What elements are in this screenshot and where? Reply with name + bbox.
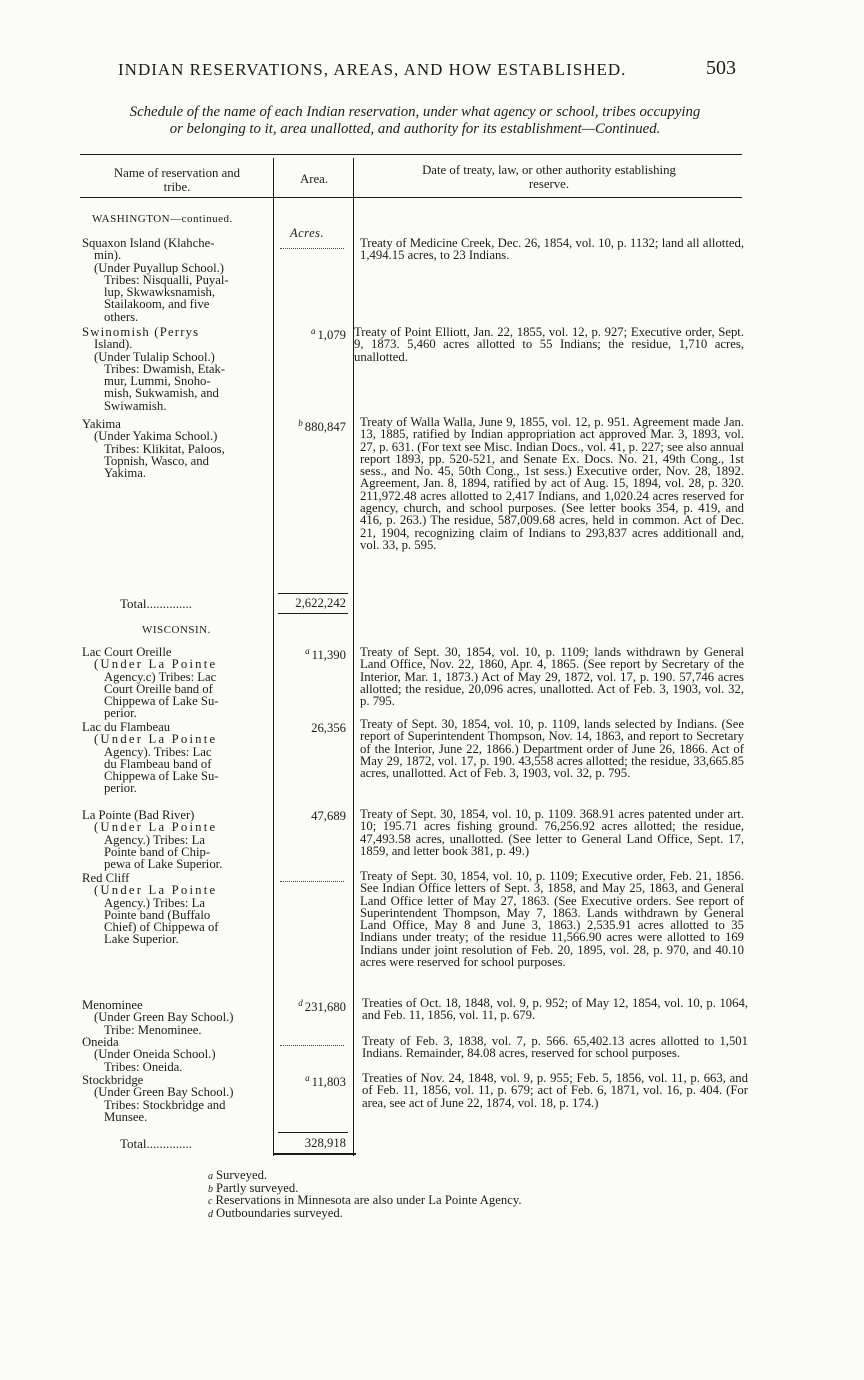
running-head-title: INDIAN RESERVATIONS, AREAS, AND HOW ESTABLISHED. bbox=[118, 60, 627, 79]
footnote-text: Partly surveyed. bbox=[216, 1180, 299, 1195]
row-tribes: Munsee. bbox=[104, 1109, 148, 1124]
header-bottom-rule bbox=[80, 197, 742, 198]
area-value: 47,689 bbox=[311, 809, 346, 823]
area-value: 11,803 bbox=[311, 1075, 346, 1090]
row-name-oneida bbox=[82, 1036, 272, 1073]
area-note-mark: a bbox=[305, 1073, 310, 1083]
row-tribes: Chippewa of Lake Su- bbox=[104, 694, 219, 709]
row-tribes: pewa of Lake Superior. bbox=[104, 857, 223, 872]
row-name-line: Squaxon Island (Klahche- bbox=[82, 236, 215, 250]
running-head bbox=[118, 57, 758, 86]
row-tribes: mish, Sukwamish, and bbox=[104, 386, 219, 401]
row-authority-menominee: Treaties of Oct. 18, 1848, vol. 9, p. 952; of May 12, 1854, vol. 10, p. 1064, and Feb. 11, 1856, vol. 11, p. 679. bbox=[362, 996, 748, 1023]
header-authority bbox=[356, 163, 742, 191]
row-name-stockbridge bbox=[82, 1074, 272, 1123]
footnote-mark: d bbox=[208, 1208, 213, 1220]
row-tribes: Topnish, Wasco, and bbox=[104, 453, 209, 468]
row-area-yakima bbox=[278, 418, 346, 435]
row-authority-lac-court-oreille: Treaty of Sept. 30, 1854, vol. 10, p. 1109; lands withdrawn by General Land Office, Nov. 22, 1860, Apr. 4, 1865. (See report by Secretary of the Interior, Mar. 1, 1873.) Act of May 29, 1872, vol. 17, p. 190. 57,746 acres allotted; the residue, 20,096 acres, unallotted. Act of Feb. 3, 1903, vol. 32, p. 795. bbox=[360, 645, 744, 709]
row-tribes: lup, Skwawksnamish, bbox=[104, 285, 216, 300]
total-label-washington bbox=[120, 596, 192, 612]
footnote-text: Reservations in Minnesota are also under La Pointe Agency. bbox=[215, 1193, 522, 1207]
row-tribes: Tribes: Klikitat, Paloos, bbox=[104, 441, 225, 456]
row-name-menominee bbox=[82, 999, 272, 1036]
area-value: 880,847 bbox=[304, 420, 346, 435]
row-name-line: Oneida bbox=[82, 1035, 119, 1049]
row-name-line: Stockbridge bbox=[82, 1073, 144, 1087]
total-wisconsin-top-rule bbox=[278, 1132, 348, 1133]
row-name-yakima bbox=[82, 418, 272, 479]
row-leader-dots bbox=[280, 1045, 344, 1046]
row-agency: (Under Puyallup School.) bbox=[94, 260, 225, 275]
row-tribes: du Flambeau band of bbox=[104, 756, 212, 771]
total-washington-top-rule bbox=[278, 593, 348, 594]
row-tribes: Yakima. bbox=[104, 466, 147, 481]
row-agency: Agency.c) Tribes: Lac bbox=[104, 669, 217, 684]
area-value: 231,680 bbox=[304, 1000, 346, 1015]
total-washington: 2,622,242 bbox=[295, 596, 346, 610]
area-units: Acres. bbox=[290, 226, 325, 240]
row-agency: (Under Green Bay School.) bbox=[94, 1010, 234, 1025]
row-tribes: Swiwamish. bbox=[104, 398, 167, 413]
row-leader-dots bbox=[280, 881, 344, 882]
total-wisconsin-bottom-rule bbox=[278, 1153, 356, 1155]
area-note-mark: d bbox=[298, 998, 303, 1008]
row-authority-red-cliff: Treaty of Sept. 30, 1854, vol. 10, p. 1109; Executive order, Feb. 21, 1856. See Indian Office letters of Sept. 3, 1858, and May 25, 1863, and General Land Office letter of May 27, 1863. (See Executive orders. See report of Superintendent Thompson, May 7, 1863. Lands withdrawn by General Land Office, May 8 and June 3, 1863.) 2,535.91 acres allotted to 35 Indians under treaty; of the residue 11,566.90 acres were allotted to 169 Indians under joint resolution of Feb. 20, 1895, vol. 28, p. 970, and 40.10 acres were reserved for school purposes. bbox=[360, 869, 744, 970]
total-washington-bottom-rule bbox=[278, 613, 348, 614]
row-tribes: Chippewa of Lake Su- bbox=[104, 769, 219, 784]
row-authority-lac-du-flambeau: Treaty of Sept. 30, 1854, vol. 10, p. 1109, lands selected by Indians. (See report of Superintendent Thompson, Nov. 14, 1863, and report to Secretary of the Interior, June 22, 1866.) Department order of June 26, 1866. Act of May 29, 1872, vol. 17, p. 190. 43,558 acres allotted; the residue, 33,665.85 acres, unallotted. Act of Feb. 3, 1903, vol. 32, p. 795. bbox=[360, 717, 744, 781]
row-agency: (Under Yakima School.) bbox=[94, 429, 218, 444]
row-area-swinomish bbox=[278, 326, 346, 343]
header-name bbox=[82, 166, 272, 194]
row-tribes: others. bbox=[104, 309, 139, 324]
row-authority-squaxon: Treaty of Medicine Creek, Dec. 26, 1854, vol. 10, p. 1132; land all allotted, 1,494.15 acres, to 23 Indians. bbox=[360, 236, 744, 263]
caption-line-2: or belonging to it, area unallotted, and authority for its establishment—Continued. bbox=[169, 121, 661, 137]
footnote-text: Surveyed. bbox=[216, 1168, 268, 1182]
row-tribes: Court Oreille band of bbox=[104, 681, 213, 696]
row-tribes: Tribe: Menominee. bbox=[104, 1022, 202, 1037]
row-tribes: perior. bbox=[104, 781, 137, 796]
row-name-lac-court-oreille bbox=[82, 646, 272, 720]
row-name-line: Lac du Flambeau bbox=[82, 720, 171, 734]
total-label-text: Total bbox=[120, 1136, 147, 1151]
row-name-red-cliff bbox=[82, 872, 272, 946]
row-agency: Agency.) Tribes: La bbox=[104, 895, 206, 910]
table-bottom-rule-left bbox=[273, 1153, 279, 1155]
row-tribes: perior. bbox=[104, 706, 137, 721]
area-note-mark: a bbox=[305, 646, 310, 656]
row-area-lac-du-flambeau bbox=[278, 721, 346, 736]
row-agency: (Under Green Bay School.) bbox=[94, 1085, 234, 1100]
row-area-la-pointe bbox=[278, 809, 346, 824]
table-top-rule bbox=[80, 154, 742, 155]
row-agency: Agency). Tribes: Lac bbox=[104, 744, 212, 759]
header-area-label: Area. bbox=[299, 172, 329, 186]
row-name-line: Yakima bbox=[82, 417, 121, 431]
caption-line-1: Schedule of the name of each Indian reservation, under what agency or school, tribes occupying bbox=[129, 104, 701, 120]
area-value: 11,390 bbox=[311, 648, 346, 663]
row-tribes: Lake Superior. bbox=[104, 932, 179, 947]
header-name-line-1: Name of reservation and bbox=[113, 166, 241, 180]
row-name-swinomish bbox=[82, 326, 272, 412]
row-name-line: min). bbox=[94, 248, 122, 263]
row-name-line: Swinomish (Perrys bbox=[82, 325, 200, 339]
row-tribes: Tribes: Dwamish, Etak- bbox=[104, 361, 226, 376]
row-tribes: Stailakoom, and five bbox=[104, 297, 210, 312]
header-authority-line-2: reserve. bbox=[528, 177, 570, 191]
footnote-text: Outboundaries surveyed. bbox=[216, 1205, 343, 1220]
row-authority-oneida: Treaty of Feb. 3, 1838, vol. 7, p. 566. 65,402.13 acres allotted to 1,501 Indians. Remainder, 84.08 acres, reserved for school purposes. bbox=[362, 1034, 748, 1061]
area-note-mark: a bbox=[310, 326, 316, 336]
state-label-wisconsin: WISCONSIN. bbox=[142, 624, 211, 636]
row-tribes: Pointe band (Buffalo bbox=[104, 907, 211, 922]
area-value: 26,356 bbox=[311, 721, 346, 735]
row-agency: (Under Tulalip School.) bbox=[94, 349, 215, 364]
row-authority-la-pointe: Treaty of Sept. 30, 1854, vol. 10, p. 1109. 368.91 acres patented under art. 10; 195.71 acres fishing ground. 76,256.92 acres allotted; the residue, 47,493.58 acres, unallotted. (See letter to General Land Office, Sept. 17, 1859, and letter book 381, p. 49.) bbox=[360, 807, 744, 858]
row-area-menominee bbox=[278, 998, 346, 1015]
total-label-text: Total bbox=[120, 596, 147, 611]
footnote-mark: c bbox=[208, 1196, 213, 1207]
row-name-line: Lac Court Oreille bbox=[82, 645, 172, 659]
area-note-mark: b bbox=[298, 418, 303, 428]
row-agency: (Under La Pointe bbox=[94, 732, 218, 747]
row-name-line: Red Cliff bbox=[82, 871, 130, 885]
row-agency: (Under La Pointe bbox=[94, 883, 218, 898]
page-number: 503 bbox=[706, 57, 736, 79]
row-leader-dots bbox=[280, 248, 344, 249]
footnote-mark: b bbox=[208, 1183, 213, 1195]
row-area-stockbridge bbox=[278, 1073, 346, 1090]
header-name-line-2: tribe. bbox=[163, 180, 191, 194]
column-divider-2 bbox=[353, 158, 354, 1156]
row-tribes: Pointe band of Chip- bbox=[104, 844, 211, 859]
row-authority-yakima: Treaty of Walla Walla, June 9, 1855, vol. 12, p. 951. Agreement made Jan. 13, 1885, ratified by Indian appropriation act approved Mar. 3, 1893, vol. 27, p. 631. (For text see Misc. Indian Docs., vol. 41, p. 227; see also annual report 1893, pp. 520-521, and Senate Ex. Docs. No. 21, 49th Cong., 1st sess., and No. 45, 50th Cong., 1st sess.) Executive order, Nov. 28, 1892. Agreement, Jan. 8, 1894, ratified by act of Aug. 15, 1894, vol. 28, p. 320. 211,972.48 acres allotted to 2,417 Indians, and 1,020.24 acres reserved for agency, church, and school purposes. (See letter books 354, p. 419, and 416, p. 263.) The residue, 587,009.68 acres, held in common. Act of Dec. 21, 1904, recognizing claim of Indians to 293,837 acres additionall and, vol. 33, p. 595. bbox=[360, 415, 744, 552]
row-authority-swinomish: Treaty of Point Elliott, Jan. 22, 1855, vol. 12, p. 927; Executive order, Sept. 9, 1873. 5,460 acres allotted to 55 Indians; the residue, 1,710 acres, unallotted. bbox=[354, 325, 744, 364]
state-label-washington: WASHINGTON—continued. bbox=[92, 213, 233, 225]
leader-dots: .............. bbox=[146, 1136, 193, 1151]
row-agency: (Under La Pointe bbox=[94, 820, 218, 835]
row-area-lac-court-oreille bbox=[278, 646, 346, 663]
row-name-line: Island). bbox=[94, 337, 133, 352]
row-authority-stockbridge: Treaties of Nov. 24, 1848, vol. 9, p. 955; Feb. 5, 1856, vol. 11, p. 663, and of Feb. 11, 1856, vol. 11, p. 679; act of Feb. 6, 1871, vol. 16, p. 404. (For area, see act of June 22, 1874, vol. 18, p. 174.) bbox=[362, 1071, 748, 1110]
footnote-mark: a bbox=[208, 1171, 213, 1182]
total-wisconsin: 328,918 bbox=[304, 1136, 346, 1150]
header-area bbox=[276, 172, 352, 186]
row-agency: (Under La Pointe bbox=[94, 657, 218, 672]
row-tribes: Chief) of Chippewa of bbox=[104, 920, 219, 935]
row-agency: Agency.) Tribes: La bbox=[104, 832, 206, 847]
row-tribes: Tribes: Nisqualli, Puyal- bbox=[104, 272, 229, 287]
column-divider-1 bbox=[273, 158, 274, 1156]
row-tribes: Tribes: Oneida. bbox=[104, 1059, 183, 1074]
row-name-line: Menominee bbox=[82, 998, 143, 1012]
header-authority-line-1: Date of treaty, law, or other authority establishing bbox=[422, 163, 676, 177]
area-value: 1,079 bbox=[317, 328, 346, 343]
total-label-wisconsin bbox=[120, 1136, 192, 1152]
row-name-line: La Pointe (Bad River) bbox=[82, 808, 195, 822]
footnote bbox=[208, 1205, 522, 1221]
row-name-squaxon bbox=[82, 237, 272, 323]
row-name-lac-du-flambeau bbox=[82, 721, 272, 795]
row-tribes: Tribes: Stockbridge and bbox=[104, 1097, 226, 1112]
row-name-la-pointe bbox=[82, 809, 272, 870]
leader-dots: .............. bbox=[146, 596, 193, 611]
row-tribes: mur, Lummi, Snoho- bbox=[104, 374, 211, 389]
row-agency: (Under Oneida School.) bbox=[94, 1047, 216, 1062]
footnotes bbox=[208, 1170, 522, 1220]
table-caption bbox=[70, 104, 760, 138]
